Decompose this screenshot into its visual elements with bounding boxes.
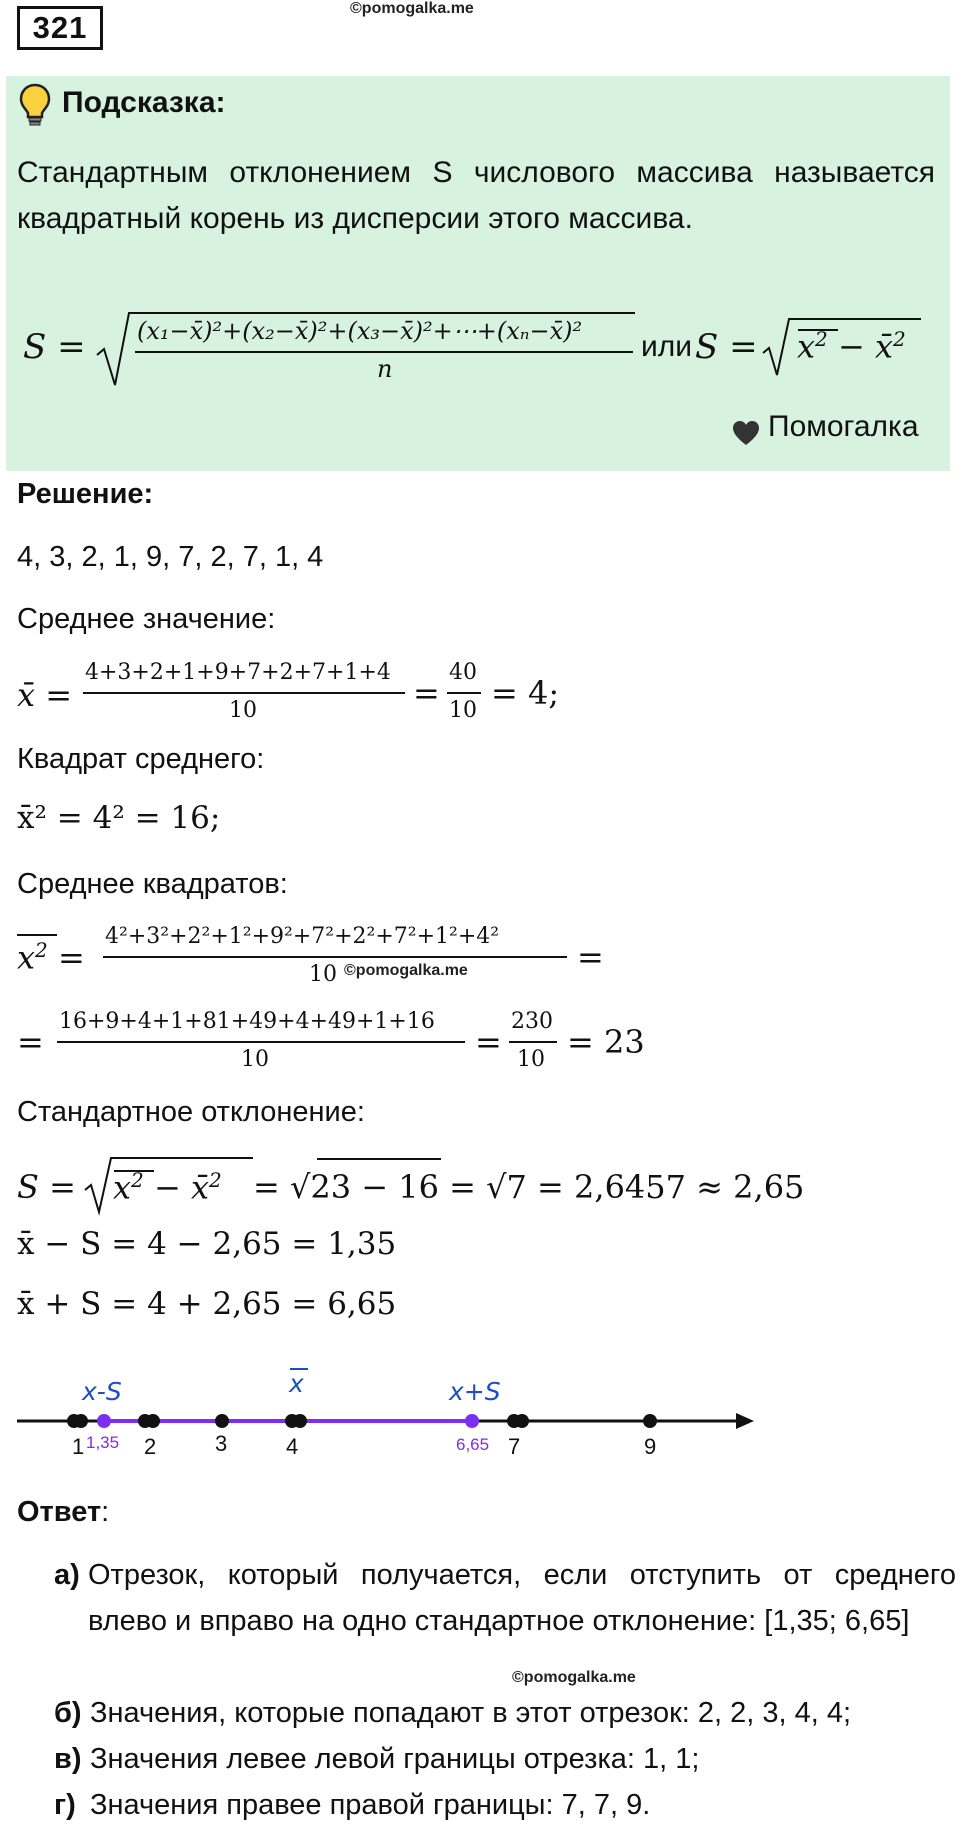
plus-expr: x̄ + S = 4 + 2,65 = 6,65	[17, 1286, 397, 1322]
std-formula-calc: S = $x^2$ − x̄$^2$ = √23 − 16 = √7 = 2,6457 ≈ 2,65	[17, 1150, 837, 1220]
tick-label: 2	[144, 1434, 157, 1459]
mean-sq-denominator: 10	[309, 962, 337, 987]
answer-item-d: г) Значения правее правой границы: 7, 7, 9.	[54, 1789, 651, 1821]
heart-icon	[731, 419, 761, 447]
mean-sq-numerator: 4²+3²+2²+1²+9²+7²+2²+7²+1²+4²	[105, 924, 500, 949]
mean-sq-formula-2: = 16+9+4+1+81+49+4+49+1+16 10 = 230 10 = 23	[17, 1009, 645, 1072]
point-7b	[515, 1414, 529, 1428]
bound-right-label: 6,65	[456, 1435, 490, 1454]
mean-denominator: 10	[229, 698, 257, 723]
tick-label: 1	[72, 1434, 85, 1459]
std-label: Стандартное отклонение:	[17, 1096, 365, 1128]
dataset: 4, 3, 2, 1, 9, 7, 2, 7, 1, 4	[17, 541, 324, 573]
answer-item-c: в) Значения левее левой границы отрезка: 1, 1;	[54, 1743, 700, 1775]
mean-sq3-numerator: 230	[511, 1009, 553, 1034]
std-expr-tail: = √23 − 16 = √7 = 2,6457 ≈ 2,65	[253, 1168, 805, 1206]
tick-label: 7	[508, 1434, 521, 1459]
formula-or: или	[641, 330, 693, 363]
label-x-plus-s: x+S	[449, 1377, 501, 1406]
point-9	[643, 1414, 657, 1428]
mean-sq-formula: $x^2$ = 4²+3²+2²+1²+9²+7²+2²+7²+1²+4² 10 ©pomogalka.me =	[17, 924, 604, 987]
bound-left-label: 1,35	[86, 1433, 120, 1452]
mean-sq2-denominator: 10	[241, 1047, 269, 1072]
mean-numerator: 4+3+2+1+9+7+2+7+1+4	[85, 660, 391, 685]
answer-title: Ответ:	[17, 1496, 110, 1528]
solution-title: Решение:	[17, 478, 154, 510]
point-right-bound	[465, 1414, 479, 1428]
sq-mean-expr: x̄² = 4² = 16;	[17, 800, 221, 836]
lightbulb-icon	[17, 82, 53, 126]
answer-item-a-label: а)	[54, 1559, 80, 1591]
label-mean: x	[289, 1369, 304, 1398]
tick-label: 9	[644, 1434, 657, 1459]
formula-denominator: n	[377, 355, 393, 383]
mean-sq-result: = 23	[567, 1023, 645, 1061]
watermark: ©pomogalka.me	[512, 1669, 636, 1686]
mean-label: Среднее значение:	[17, 603, 276, 635]
mean-sq2-numerator: 16+9+4+1+81+49+4+49+1+16	[59, 1009, 435, 1034]
mean-sq-label: Среднее квадратов:	[17, 868, 288, 900]
tick-label: 4	[286, 1434, 299, 1459]
minus-expr: x̄ − S = 4 − 2,65 = 1,35	[17, 1226, 397, 1262]
mean-formula: x̄ = 4+3+2+1+9+7+2+7+1+4 10 = 40 10 = 4;	[17, 660, 560, 723]
point-4b	[293, 1414, 307, 1428]
answer-item-a-text: Отрезок, который получается, если отступить от среднего влево и вправо на одно стандартное отклонение: [1,35; 6,65]	[88, 1559, 956, 1637]
mean-result: = 4;	[491, 674, 560, 712]
point-left-bound	[97, 1414, 111, 1428]
formula-numerator: (x₁−x̄)²+(x₂−x̄)²+(x₃−x̄)²+⋯+(xₙ−x̄)²	[137, 317, 583, 345]
point-3	[215, 1414, 229, 1428]
point-2b	[146, 1414, 160, 1428]
point-1b	[74, 1414, 88, 1428]
brand-name: Помогалка	[768, 410, 919, 443]
watermark: ©pomogalka.me	[344, 962, 468, 979]
number-line	[0, 1355, 960, 1465]
hint-definition: Стандартным отклонением S числового массива называется квадратный корень из дисперсии этого массива.	[17, 156, 935, 235]
fraction-bar	[135, 351, 633, 353]
mean2-numerator: 40	[449, 660, 477, 685]
hint-title: Подсказка:	[62, 86, 226, 119]
mean-sq3-denominator: 10	[517, 1047, 545, 1072]
sq-mean-label: Квадрат среднего:	[17, 743, 265, 775]
label-x-minus-s: x-S	[82, 1377, 122, 1406]
arrow-icon	[736, 1413, 754, 1429]
task-number: 321	[17, 6, 103, 50]
std-formula: S = (x₁−x̄)²+(x₂−x̄)²+(x₃−x̄)²+⋯+(xₙ−x̄)² n или S = $x^2$ − x̄$^2$	[17, 305, 947, 395]
tick-label: 3	[215, 1431, 228, 1456]
watermark: ©pomogalka.me	[350, 0, 474, 17]
mean2-denominator: 10	[449, 698, 477, 723]
answer-item-b: б) Значения, которые попадают в этот отрезок: 2, 2, 3, 4, 4;	[54, 1697, 852, 1729]
